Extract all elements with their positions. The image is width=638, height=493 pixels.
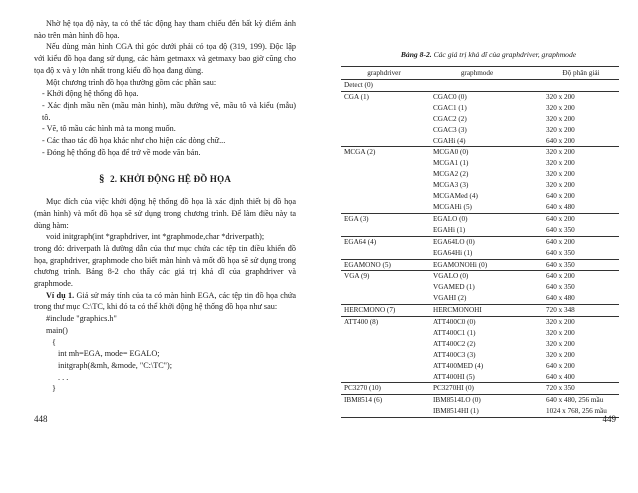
body-paragraph: - Đóng hệ thống đồ họa để trở về mode văn bản. bbox=[42, 147, 201, 157]
body-paragraph: - Các thao tác đồ họa khác như cho hiện các dòng chữ... bbox=[42, 136, 226, 146]
cell-graphdriver: EGAMONO (5) bbox=[341, 259, 427, 271]
cell-graphdriver bbox=[341, 125, 427, 136]
table-row bbox=[341, 328, 619, 339]
section-heading-text: 2. KHỞI ĐỘNG HỆ ĐỒ HỌA bbox=[110, 174, 232, 185]
cell-graphdriver: HERCMONO (7) bbox=[341, 305, 427, 317]
header-resolution: Độ phân giải bbox=[524, 67, 619, 80]
cell-resolution bbox=[524, 80, 619, 92]
cell-graphdriver bbox=[341, 202, 427, 213]
code-line: #include "graphics.h" bbox=[46, 314, 117, 324]
page-number-left: 448 bbox=[34, 414, 48, 424]
cell-graphdriver bbox=[341, 350, 427, 361]
paragraphs-section-1 bbox=[34, 18, 296, 158]
cell-graphmode: CGAC2 (2) bbox=[433, 114, 467, 123]
cell-graphmode: EGA64LO (0) bbox=[427, 236, 524, 247]
body-paragraph: - Khởi động hệ thống đồ họa. bbox=[42, 89, 139, 99]
cell-resolution: 320 x 200 bbox=[546, 159, 575, 168]
cell-graphmode: VGAHI (2) bbox=[433, 294, 467, 303]
cell-graphmode: MCGAHi (5) bbox=[433, 202, 472, 211]
paragraphs-section-2 bbox=[34, 196, 296, 313]
body-paragraph: trong đó: driverpath là đường dẫn của thư mục chứa các tệp tin điều khiển đồ họa, graphdriver, graphmode cho biết màn hình và mốt đồ họa sẽ sử dụng trong chương trình. Bảng 8-2 cho thấy các giá trị khả dĩ của graphdriver và graphmode. bbox=[34, 243, 296, 289]
cell-resolution: 640 x 480 bbox=[546, 202, 575, 211]
cell-graphmode: MCGA0 (0) bbox=[427, 147, 524, 158]
table-row bbox=[341, 406, 619, 417]
left-page-text bbox=[34, 18, 296, 395]
table-row bbox=[341, 202, 619, 213]
cell-graphmode: CGAC0 (0) bbox=[427, 91, 524, 102]
cell-resolution: 640 x 480 bbox=[546, 294, 575, 303]
table-row bbox=[341, 317, 619, 328]
table-row bbox=[341, 372, 619, 383]
cell-graphdriver bbox=[341, 282, 427, 293]
table-row bbox=[341, 169, 619, 180]
cell-resolution: 320 x 200 bbox=[546, 339, 575, 348]
cell-graphmode: ATT400C2 (2) bbox=[433, 339, 476, 348]
table-row bbox=[341, 339, 619, 350]
cell-graphdriver bbox=[341, 406, 427, 417]
cell-resolution: 320 x 200 bbox=[546, 328, 575, 337]
body-paragraph: - Xác định mầu nền (mầu màn hình), mầu đường vẽ, mầu tô và kiểu (mẫu) tô. bbox=[42, 100, 296, 122]
body-paragraph: - Vẽ, tô mầu các hình mà ta mong muốn. bbox=[42, 124, 176, 134]
table-row bbox=[341, 158, 619, 169]
cell-graphmode: MCGA1 (1) bbox=[433, 159, 469, 168]
table-row bbox=[341, 191, 619, 202]
cell-graphmode: IBM8514HI (1) bbox=[427, 406, 524, 417]
table-row bbox=[341, 259, 619, 271]
cell-graphdriver bbox=[341, 169, 427, 180]
cell-resolution: 640 x 200 bbox=[524, 213, 619, 224]
code-line: } bbox=[52, 384, 56, 394]
cell-resolution: 320 x 200 bbox=[546, 114, 575, 123]
cell-graphdriver: CGA (1) bbox=[341, 91, 427, 102]
table-row bbox=[341, 305, 619, 317]
section-symbol: § bbox=[98, 173, 105, 186]
cell-graphdriver bbox=[341, 191, 427, 202]
cell-graphdriver bbox=[341, 328, 427, 339]
cell-graphmode: MCGA3 (3) bbox=[433, 181, 469, 190]
table-row bbox=[341, 236, 619, 247]
table-caption bbox=[359, 50, 618, 59]
cell-resolution: 640 x 400 bbox=[546, 372, 575, 381]
cell-graphdriver bbox=[341, 225, 427, 236]
cell-graphdriver: EGA64 (4) bbox=[341, 236, 427, 247]
cell-graphdriver bbox=[341, 114, 427, 125]
cell-graphdriver: MCGA (2) bbox=[341, 147, 427, 158]
table-row bbox=[341, 361, 619, 372]
cell-resolution: 320 x 200 bbox=[546, 125, 575, 134]
cell-graphmode: ATT400C1 (1) bbox=[433, 328, 476, 337]
cell-graphmode: ATT400C3 (3) bbox=[433, 350, 476, 359]
example-label: Ví dụ 1. bbox=[46, 290, 75, 300]
cell-resolution: 640 x 200 bbox=[524, 271, 619, 282]
cell-resolution: 320 x 200 bbox=[524, 147, 619, 158]
cell-graphmode: PC3270HI (0) bbox=[427, 383, 524, 395]
cell-graphmode: VGALO (0) bbox=[427, 271, 524, 282]
cell-graphmode: MCGAMed (4) bbox=[433, 192, 478, 201]
cell-graphmode: MCGA2 (2) bbox=[433, 170, 469, 179]
cell-resolution: 640 x 350 bbox=[546, 283, 575, 292]
cell-resolution: 640 x 200 bbox=[546, 361, 575, 370]
code-line: int mh=EGA, mode= EGALO; bbox=[58, 349, 160, 359]
header-graphdriver: graphdriver bbox=[341, 67, 427, 80]
body-paragraph: Nếu dùng màn hình CGA thì góc dưới phải có tọa độ (319, 199). Độc lập với kiểu đồ họa đang sử dụng, các hàm getmaxx và getmaxy bao giờ cũng cho tọa độ x và y lớn nhất trong kiểu đồ họa đang dùng. bbox=[34, 42, 296, 75]
table-caption-label: Bảng 8-2. bbox=[400, 50, 432, 59]
table-row bbox=[341, 136, 619, 147]
cell-graphmode: CGAHi (4) bbox=[433, 136, 466, 145]
cell-graphmode: EGAMONOHi (0) bbox=[427, 259, 524, 271]
body-paragraph: Nhờ hệ tọa độ này, ta có thể tác động hay tham chiếu đến bất kỳ điểm ảnh nào trên màn hình đồ họa. bbox=[34, 19, 296, 40]
table-row bbox=[341, 114, 619, 125]
cell-graphdriver bbox=[341, 293, 427, 304]
cell-resolution: 720 x 348 bbox=[524, 305, 619, 317]
cell-graphmode: CGAC3 (3) bbox=[433, 125, 467, 134]
cell-graphmode: ATT400HI (5) bbox=[433, 372, 475, 381]
table-row bbox=[341, 213, 619, 224]
body-paragraph: void initgraph(int *graphdriver, int *graphmode,char *driverpath); bbox=[46, 232, 265, 242]
cell-graphdriver: EGA (3) bbox=[341, 213, 427, 224]
cell-graphmode: EGAHi (1) bbox=[433, 225, 466, 234]
table-row bbox=[341, 248, 619, 259]
table-row bbox=[341, 125, 619, 136]
cell-graphmode: VGAMED (1) bbox=[433, 283, 475, 292]
cell-graphmode: ATT400C0 (0) bbox=[427, 317, 524, 328]
cell-resolution: 640 x 350 bbox=[524, 259, 619, 271]
code-line: { bbox=[52, 337, 56, 347]
page-number-right: 449 bbox=[602, 414, 616, 424]
body-paragraph: Mục đích của việc khởi động hệ thống đồ họa là xác định thiết bị đồ họa (màn hình) và mốt đồ họa sẽ sử dụng trong chương trình. Để làm điều này ta dùng hàm: bbox=[34, 197, 296, 230]
cell-graphmode bbox=[427, 80, 524, 92]
graphics-modes-table bbox=[341, 66, 619, 418]
table-row bbox=[341, 282, 619, 293]
table-row bbox=[341, 350, 619, 361]
cell-resolution: 320 x 200 bbox=[546, 181, 575, 190]
table-row bbox=[341, 180, 619, 191]
cell-resolution: 720 x 350 bbox=[524, 383, 619, 395]
table-row bbox=[341, 395, 619, 406]
cell-graphmode: IBM8514LO (0) bbox=[427, 395, 524, 406]
cell-graphmode: CGAC1 (1) bbox=[433, 103, 467, 112]
table-row bbox=[341, 147, 619, 158]
body-paragraph: Ví dụ 1. Giả sử máy tính của ta có màn hình EGA, các tệp tin đồ họa chứa trong thư mục C:\TC, khi đó ta có thể khởi động hệ thống đồ họa như sau: bbox=[34, 290, 296, 312]
cell-graphmode: HERCMONOHI bbox=[427, 305, 524, 317]
cell-resolution: 640 x 200 bbox=[546, 136, 575, 145]
cell-resolution: 640 x 350 bbox=[546, 248, 575, 257]
cell-resolution: 320 x 200 bbox=[524, 317, 619, 328]
table-row bbox=[341, 271, 619, 282]
code-example bbox=[34, 313, 296, 395]
table-row bbox=[341, 91, 619, 102]
body-paragraph: Một chương trình đồ họa thường gồm các phần sau: bbox=[46, 77, 217, 87]
table-row bbox=[341, 103, 619, 114]
cell-graphdriver bbox=[341, 361, 427, 372]
cell-graphdriver: Detect (0) bbox=[341, 80, 427, 92]
cell-graphmode: EGA64Hi (1) bbox=[433, 248, 473, 257]
cell-graphdriver bbox=[341, 180, 427, 191]
table-row bbox=[341, 80, 619, 92]
cell-resolution: 640 x 200 bbox=[546, 192, 575, 201]
cell-graphdriver bbox=[341, 158, 427, 169]
table-body bbox=[341, 80, 619, 418]
header-graphmode: graphmode bbox=[427, 67, 524, 80]
cell-resolution: 640 x 480, 256 mầu bbox=[524, 395, 619, 406]
cell-graphmode: EGALO (0) bbox=[427, 213, 524, 224]
cell-graphdriver bbox=[341, 339, 427, 350]
table-caption-text: Các giá trị khả dĩ của graphdriver, graphmode bbox=[433, 50, 577, 59]
code-line: initgraph(&mh, &mode, "C:\TC"); bbox=[58, 360, 173, 370]
code-line: main() bbox=[46, 325, 68, 335]
cell-graphdriver: VGA (9) bbox=[341, 271, 427, 282]
cell-resolution: 320 x 200 bbox=[546, 103, 575, 112]
table-row bbox=[341, 293, 619, 304]
cell-graphdriver: IBM8514 (6) bbox=[341, 395, 427, 406]
cell-graphdriver: ATT400 (8) bbox=[341, 317, 427, 328]
cell-resolution: 640 x 200 bbox=[524, 236, 619, 247]
section-heading bbox=[34, 174, 296, 186]
table-row bbox=[341, 225, 619, 236]
cell-graphdriver bbox=[341, 103, 427, 114]
cell-resolution: 320 x 200 bbox=[524, 91, 619, 102]
cell-resolution: 1024 x 768, 256 mầu bbox=[524, 406, 619, 417]
cell-graphdriver bbox=[341, 136, 427, 147]
right-page bbox=[319, 0, 638, 493]
cell-graphdriver: PC3270 (10) bbox=[341, 383, 427, 395]
cell-resolution: 320 x 200 bbox=[546, 350, 575, 359]
cell-graphdriver bbox=[341, 372, 427, 383]
table-header-row bbox=[341, 67, 619, 80]
code-line: . . . bbox=[58, 372, 69, 382]
cell-graphdriver bbox=[341, 248, 427, 259]
cell-graphmode: ATT400MED (4) bbox=[433, 361, 484, 370]
cell-resolution: 640 x 350 bbox=[546, 225, 575, 234]
table-row bbox=[341, 383, 619, 395]
cell-resolution: 320 x 200 bbox=[546, 170, 575, 179]
